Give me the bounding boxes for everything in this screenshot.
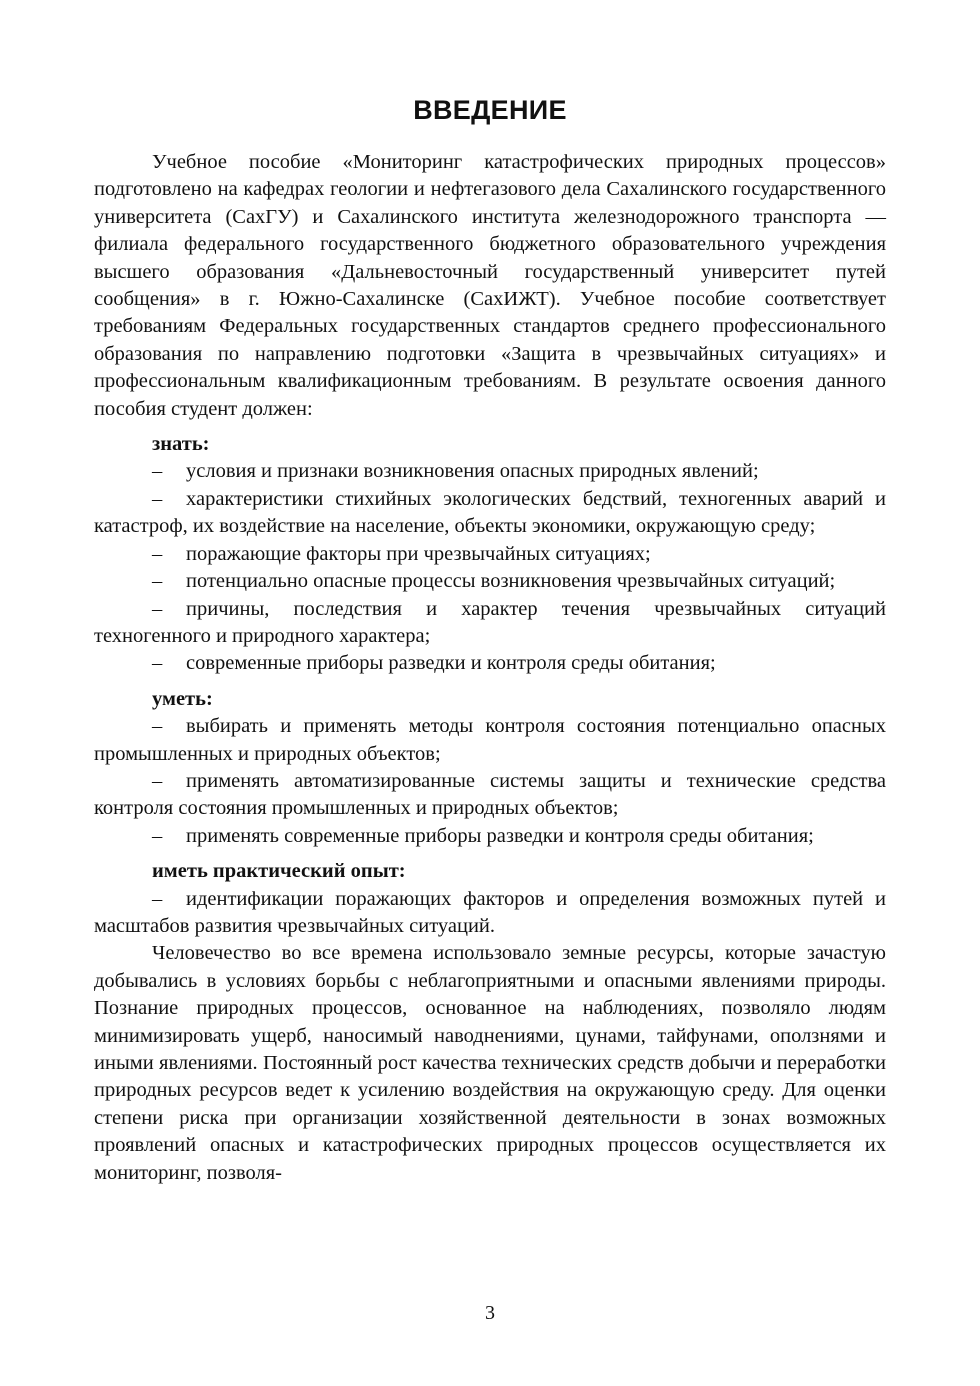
list-item-text: применять современные приборы разведки и контроля среды обитания; [186, 824, 814, 847]
know-heading: знать: [152, 433, 210, 456]
dash-marker: – [152, 824, 163, 847]
list-item-text: условия и признаки возникновения опасных природных явлений; [186, 460, 759, 483]
list-item [94, 568, 886, 595]
list-item [94, 458, 886, 485]
dash-marker: – [152, 715, 163, 738]
page-number: 3 [485, 1302, 495, 1324]
list-item [94, 886, 886, 941]
list-item-text: характеристики стихийных экологических бедствий, техногенных аварий и катастроф, их воздействие на население, объекты экономики, окружающую среду; [94, 487, 886, 538]
list-item-text: современные приборы разведки и контроля среды обитания; [186, 652, 716, 675]
list-item [94, 541, 886, 568]
dash-marker: – [152, 887, 163, 910]
list-item-text: идентификации поражающих факторов и определения возможных путей и масштабов развития чрезвычайных ситуаций. [94, 887, 886, 937]
dash-marker: – [152, 570, 163, 593]
list-item [94, 768, 886, 823]
list-item [94, 486, 886, 541]
intro-paragraph: Учебное пособие «Мониторинг катастрофических природных процессов» подготовлено на кафедрах геологии и нефтегазового дела Сахалинского государственного университета (СахГУ) и Сахалинского института железнодорожного транспорта — филиала федерального государственного бюджетного образовательного учреждения высшего образования «Дальневосточный государственный университет путей сообщения» в г. Южно-Сахалинске (СахИЖТ). Учебное пособие соответствует требованиям Федеральных государственных стандартов среднего профессионального образования по направлению подготовки «Защита в чрезвычайных ситуациях» и профессиональным квалификационным требованиям. В результате освоения данного пособия студент должен: [94, 151, 886, 420]
list-item [94, 650, 886, 677]
able-heading: уметь: [152, 687, 213, 710]
dash-marker: – [152, 460, 163, 483]
list-item-text: поражающие факторы при чрезвычайных ситуациях; [186, 542, 651, 565]
list-item-text: выбирать и применять методы контроля состояния потенциально опасных промышленных и природных объектов; [94, 715, 886, 765]
document-page [94, 88, 886, 1187]
dash-marker: – [152, 542, 163, 565]
closing-paragraph: Человечество во все времена использовало земные ресурсы, которые зачастую добывались в условиях борьбы с неблагоприятными и опасными явлениями природы. Познание природных процессов, основанное на наблюдениях, позволяло людям минимизировать ущерб, наносимый наводнениями, цунами, тайфунами, оползнями и иными явлениями. Постоянный рост качества технических средств добычи и переработки природных ресурсов ведет к усилению воздействия на окружающую среду. Для оценки степени риска при организации хозяйственной деятельности в зонах возможных проявлений опасных и катастрофических природных процессов осуществляется их мониторинг, позволя- [94, 942, 886, 1184]
dash-marker: – [152, 597, 163, 620]
dash-marker: – [152, 652, 163, 675]
dash-marker: – [152, 769, 163, 792]
list-item [94, 823, 886, 850]
list-item-text: потенциально опасные процессы возникновения чрезвычайных ситуаций; [186, 570, 836, 593]
list-item [94, 596, 886, 651]
experience-heading: иметь практический опыт: [152, 860, 406, 883]
dash-marker: – [152, 487, 163, 510]
list-item [94, 713, 886, 768]
page-title: ВВЕДЕНИЕ [413, 95, 567, 125]
list-item-text: причины, последствия и характер течения чрезвычайных ситуаций техногенного и природного характера; [94, 597, 886, 647]
list-item-text: применять автоматизированные системы защиты и технические средства контроля состояния промышленных и природных объектов; [94, 769, 886, 820]
